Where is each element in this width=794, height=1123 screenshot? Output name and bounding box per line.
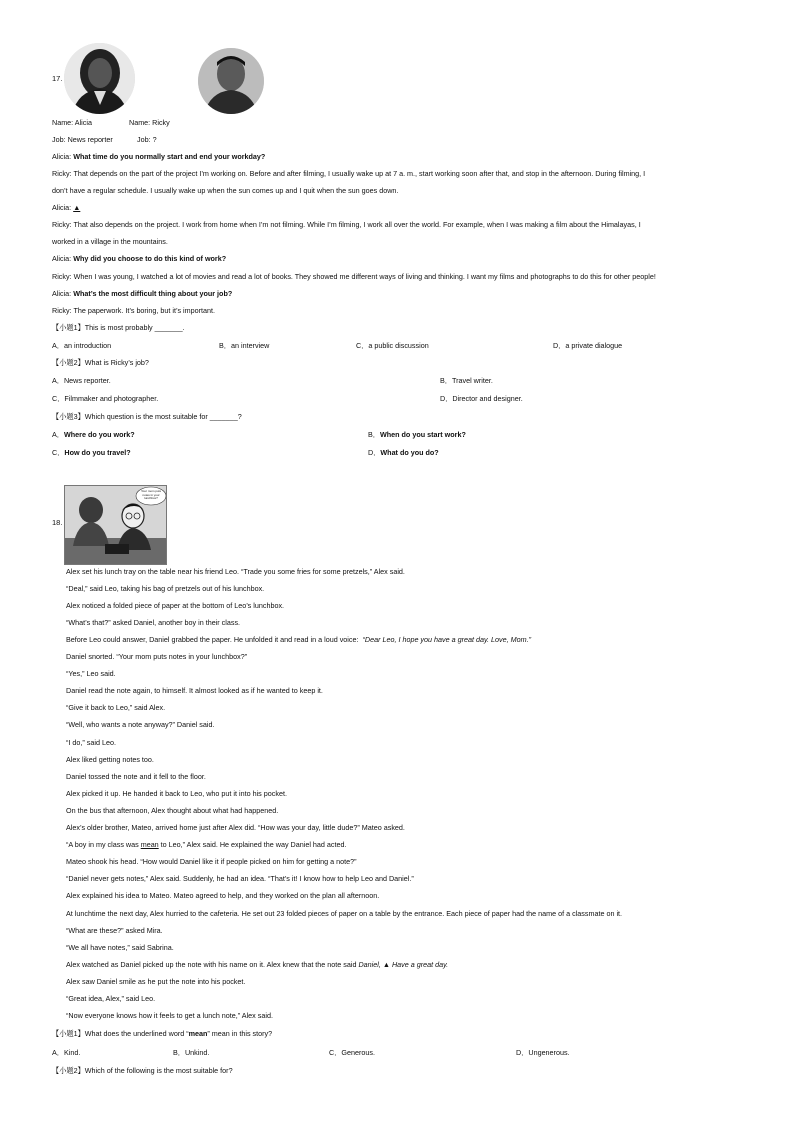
dialogue-line: Alicia: What time do you normally start and end your workday? [52, 152, 266, 161]
speech-bubble-text: Your mom puts notes in your lunchbox? [140, 489, 162, 501]
story-line: Daniel read the note again, to himself. It almost looked as if he wanted to keep it. [66, 686, 323, 695]
story-line: “Well, who wants a note anyway?” Daniel said. [66, 720, 215, 729]
story-line: Alex’s older brother, Mateo, arrived home just after Alex did. “How was your day, little dude?” Mateo asked. [66, 823, 405, 832]
story-line: “What are these?” asked Mira. [66, 926, 163, 935]
story-line: “Deal,” said Leo, taking his bag of pretzels out of his lunchbox. [66, 584, 265, 593]
alicia-job: Job: News reporter [52, 135, 113, 144]
story-line: On the bus that afternoon, Alex thought about what had happened. [66, 806, 279, 815]
story-line: Daniel snorted. “Your mom puts notes in your lunchbox?” [66, 652, 248, 661]
q17-sub1-option-a[interactable]: A．an introduction [52, 341, 112, 350]
note-with-blank: Daniel, ▲ Have a great day. [358, 960, 449, 969]
dialogue-line: Ricky: When I was young, I watched a lot of movies and read a lot of books. They showed me different ways of living and thinking. I want my films and photographs to do this for other people! [52, 272, 656, 281]
ricky-name: Name: Ricky [129, 118, 170, 127]
q17-sub2-option-a[interactable]: A．News reporter. [52, 376, 111, 385]
story-line: Daniel tossed the note and it fell to the floor. [66, 772, 206, 781]
dialogue-line: Ricky: That depends on the part of the project I’m working on. Before and after filming, I usually wake up at 7 a. m., start working soon after that, and stop in the afternoon. During filming, I [52, 169, 646, 178]
story-line: Alex noticed a folded piece of paper at the bottom of Leo’s lunchbox. [66, 601, 285, 610]
story-line: Alex set his lunch tray on the table near his friend Leo. “Trade you some fries for some pretzels,” Alex said. [66, 567, 405, 576]
lunch-cartoon [64, 485, 167, 565]
story-line: “Yes,” Leo said. [66, 669, 116, 678]
q17-sub3-option-c[interactable]: C．How do you travel? [52, 448, 131, 457]
q18-sub2-question: 【小题2】Which of the following is the most suitable for? [52, 1066, 233, 1075]
story-line: “Great idea, Alex,” said Leo. [66, 994, 156, 1003]
q17-sub1-option-b[interactable]: B．an interview [219, 341, 270, 350]
q17-sub3-option-b[interactable]: B．When do you start work? [368, 430, 466, 439]
story-line: Alex explained his idea to Mateo. Mateo agreed to help, and they worked on the plan all afternoon. [66, 891, 380, 900]
q17-sub1-question: 【小题1】This is most probably _______. [52, 323, 185, 332]
story-line: Alex watched as Daniel picked up the note with his name on it. Alex knew that the note said Daniel, ▲ Have a great day. [66, 960, 449, 969]
ricky-photo [198, 48, 264, 114]
story-line: At lunchtime the next day, Alex hurried to the cafeteria. He set out 23 folded pieces of paper on a table by the entrance. Each piece of paper had the name of a classmate on it. [66, 909, 623, 918]
q17-sub3-question: 【小题3】Which question is the most suitable for _______? [52, 412, 242, 421]
story-line: Before Leo could answer, Daniel grabbed the paper. He unfolded it and read in a loud voice: “Dear Leo, I hope you have a great day. Love, Mom.” [66, 635, 531, 644]
story-line: “What’s that?” asked Daniel, another boy in their class. [66, 618, 241, 627]
q17-sub3-option-a[interactable]: A．Where do you work? [52, 430, 135, 439]
q17-sub3-option-d[interactable]: D．What do you do? [368, 448, 439, 457]
story-line: “Daniel never gets notes,” Alex said. Suddenly, he had an idea. “That’s it! I know how to help Leo and Daniel.” [66, 874, 414, 883]
alicia-photo [64, 43, 135, 114]
story-line: Alex liked getting notes too. [66, 755, 154, 764]
q18-sub1-option-a[interactable]: A．Kind. [52, 1048, 81, 1057]
q17-sub2-option-c[interactable]: C．Filmmaker and photographer. [52, 394, 159, 403]
dialogue-line: don’t have a regular schedule. I usually wake up when the sun comes up and I quit when the sun goes down. [52, 186, 399, 195]
story-line: “We all have notes,” said Sabrina. [66, 943, 174, 952]
q17-sub2-question: 【小题2】What is Ricky’s job? [52, 358, 149, 367]
ricky-job: Job: ? [137, 135, 157, 144]
story-line: “Now everyone knows how it feels to get a lunch note,” Alex said. [66, 1011, 273, 1020]
q17-sub1-option-d[interactable]: D．a private dialogue [553, 341, 623, 350]
story-line: Alex saw Daniel smile as he put the note into his pocket. [66, 977, 246, 986]
q18-sub1-option-c[interactable]: C．Generous. [329, 1048, 375, 1057]
q18-sub1-option-b[interactable]: B．Unkind. [173, 1048, 210, 1057]
dialogue-line: Alicia: What’s the most difficult thing about your job? [52, 289, 233, 298]
question-17-number: 17. [52, 74, 63, 83]
underlined-word-mean: mean [140, 840, 159, 849]
q18-sub1-question: 【小题1】What does the underlined word “mean” mean in this story? [52, 1029, 273, 1038]
q17-sub1-option-c[interactable]: C．a public discussion [356, 341, 429, 350]
dialogue-line-blank: Alicia: ▲ [52, 203, 81, 212]
dialogue-line: worked in a village in the mountains. [52, 237, 168, 246]
alicia-name: Name: Alicia [52, 118, 92, 127]
story-line: “A boy in my class was mean to Leo,” Alex said. He explained the way Daniel had acted. [66, 840, 347, 849]
story-line: “I do,” said Leo. [66, 738, 116, 747]
dialogue-line: Ricky: The paperwork. It’s boring, but it’s important. [52, 306, 216, 315]
q17-sub2-option-b[interactable]: B．Travel writer. [440, 376, 493, 385]
story-line: Mateo shook his head. “How would Daniel like it if people picked on him for getting a note?” [66, 857, 357, 866]
note-text: “Dear Leo, I hope you have a great day. Love, Mom.” [362, 635, 531, 644]
dialogue-line: Ricky: That also depends on the project. I work from home when I’m not filming. While I’m filming, I work all over the world. For example, when I was making a film about the Himalayas, I [52, 220, 641, 229]
question-18-number: 18. [52, 518, 63, 527]
story-line: “Give it back to Leo,” said Alex. [66, 703, 166, 712]
dialogue-line: Alicia: Why did you choose to do this kind of work? [52, 254, 227, 263]
q17-sub2-option-d[interactable]: D．Director and designer. [440, 394, 523, 403]
story-line: Alex picked it up. He handed it back to Leo, who put it into his pocket. [66, 789, 287, 798]
q18-sub1-option-d[interactable]: D．Ungenerous. [516, 1048, 570, 1057]
